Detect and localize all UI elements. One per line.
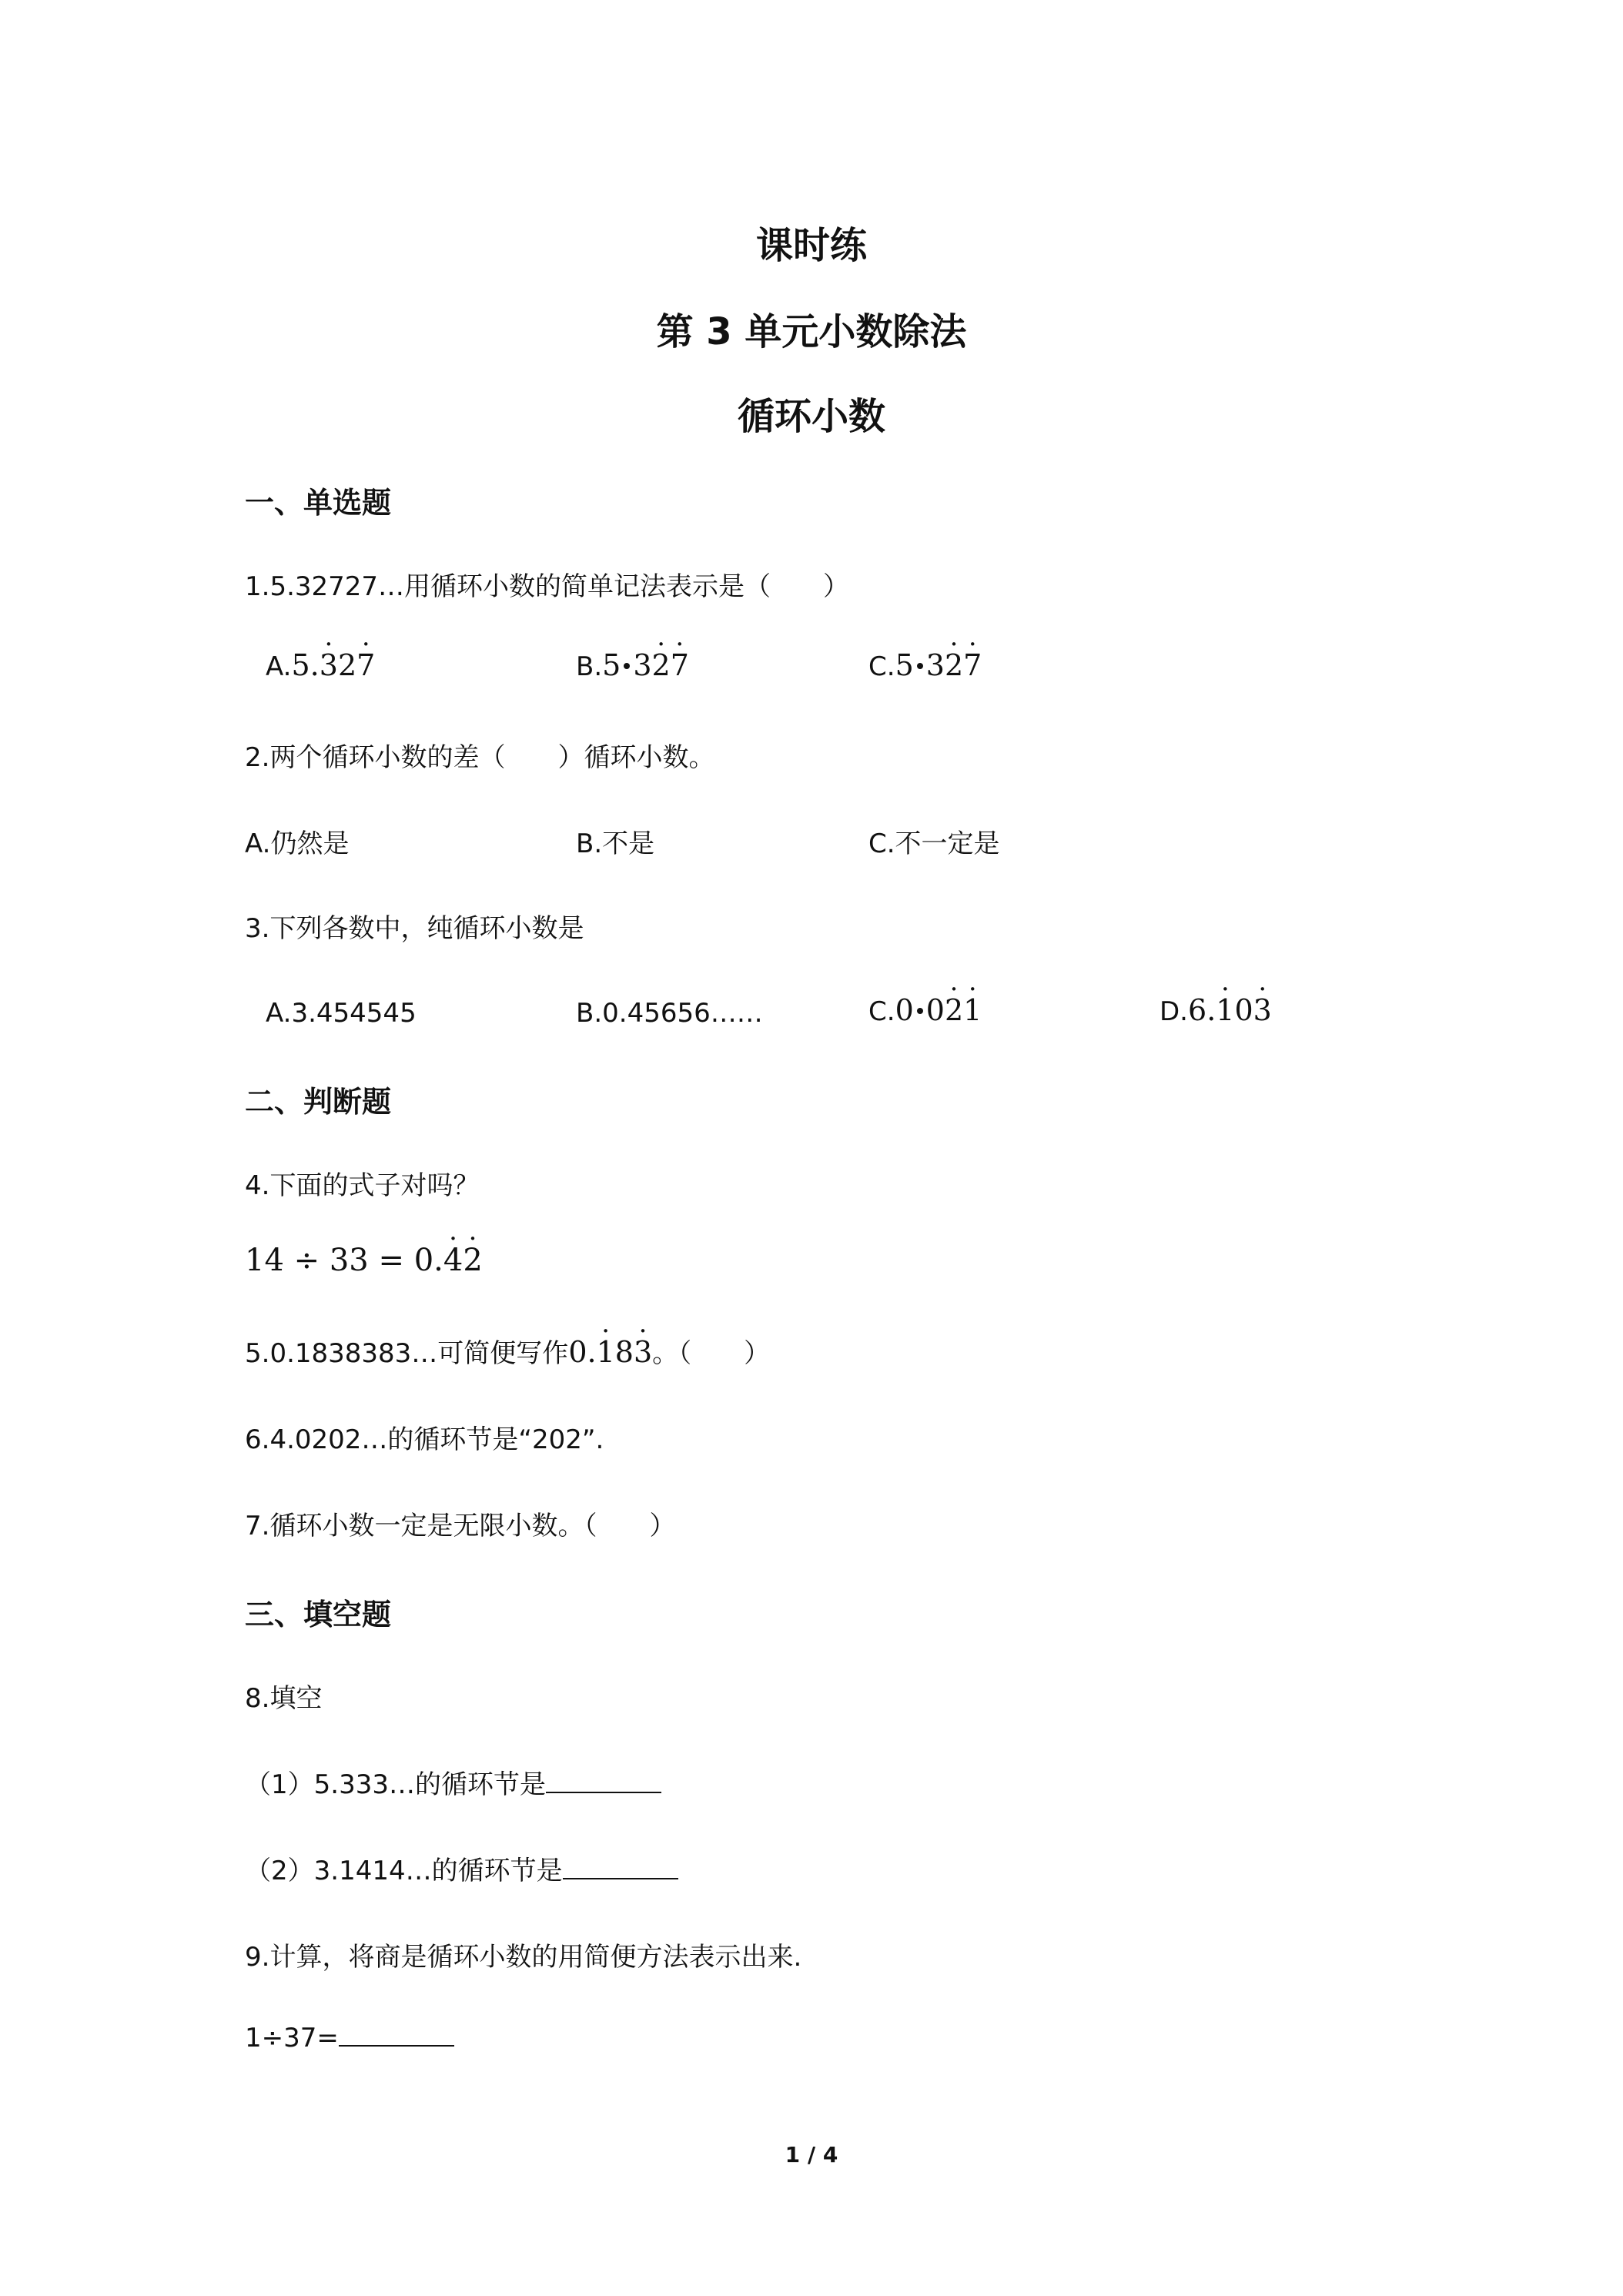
answer-blank[interactable] [339, 2022, 454, 2047]
question-2: 2.两个循环小数的差（ ）循环小数。 [245, 742, 715, 773]
recurring-decimal: 6.· 10· 3 [1188, 993, 1272, 1027]
question-8-1 [245, 1763, 661, 1801]
q5-text: 5.0.1838383…可简便写作 [245, 1338, 569, 1369]
question-3: 3.下列各数中，纯循环小数是 [245, 913, 584, 944]
q3-option-c [868, 993, 982, 1027]
question-5 [245, 1332, 770, 1370]
option-label: B. [576, 651, 603, 682]
section-single-choice: 一、单选题 [245, 486, 392, 520]
question-4: 4.下面的式子对吗？ [245, 1170, 480, 1201]
option-label: C. [868, 651, 895, 682]
unit-title: 第 3 单元小数除法 [656, 310, 967, 353]
question-8-2 [245, 1849, 678, 1887]
q8-2-text: （2）3.1414…的循环节是 [245, 1856, 563, 1886]
doc-title: 课时练 [755, 224, 867, 267]
answer-blank[interactable] [563, 1855, 678, 1879]
q2-option-b: B.不是 [576, 828, 655, 859]
question-6: 6.4.0202…的循环节是“202”. [245, 1424, 604, 1455]
question-9: 9.计算，将商是循环小数的用简便方法表示出来. [245, 1942, 802, 1973]
page-number: 1 / 4 [785, 2142, 838, 2167]
question-1: 1.5.32727…用循环小数的简单记法表示是（ ） [245, 571, 850, 602]
q3-option-d [1160, 993, 1272, 1027]
q1-option-b [576, 648, 689, 682]
recurring-decimal: 0 0· 2· 1 [895, 993, 982, 1027]
option-label: D. [1160, 996, 1188, 1027]
option-label: C. [868, 996, 895, 1027]
section-true-false: 二、判断题 [245, 1085, 392, 1119]
answer-blank[interactable] [546, 1769, 661, 1793]
recurring-decimal: 5 3· 2· 7 [602, 648, 689, 682]
q2-option-c: C.不一定是 [868, 828, 1000, 859]
q1-option-a [266, 648, 375, 682]
question-7: 7.循环小数一定是无限小数。（ ） [245, 1511, 676, 1541]
option-label: A. [266, 651, 292, 682]
q1-option-c [868, 648, 982, 682]
recurring-decimal: 5.· 32· 7 [291, 648, 375, 682]
q5-suffix: 。（ ） [652, 1338, 771, 1369]
section-fill-blank: 三、填空题 [245, 1598, 392, 1632]
question-9-expr [245, 2022, 454, 2053]
lesson-title: 循环小数 [737, 395, 885, 438]
q4-formula: 14 ÷ 33 = 0.· 4· 2 [245, 1243, 483, 1278]
recurring-decimal: 5 3· 2· 7 [895, 648, 982, 682]
q3-option-b: B.0.45656…… [576, 998, 763, 1029]
recurring-decimal: 0.· 18· 3 [568, 1335, 652, 1369]
question-8: 8.填空 [245, 1683, 323, 1714]
q2-option-a: A.仍然是 [245, 828, 350, 859]
q3-option-a: A.3.454545 [266, 998, 417, 1029]
q8-1-text: （1）5.333…的循环节是 [245, 1769, 546, 1800]
q9-expression: 1÷37= [245, 2023, 339, 2053]
